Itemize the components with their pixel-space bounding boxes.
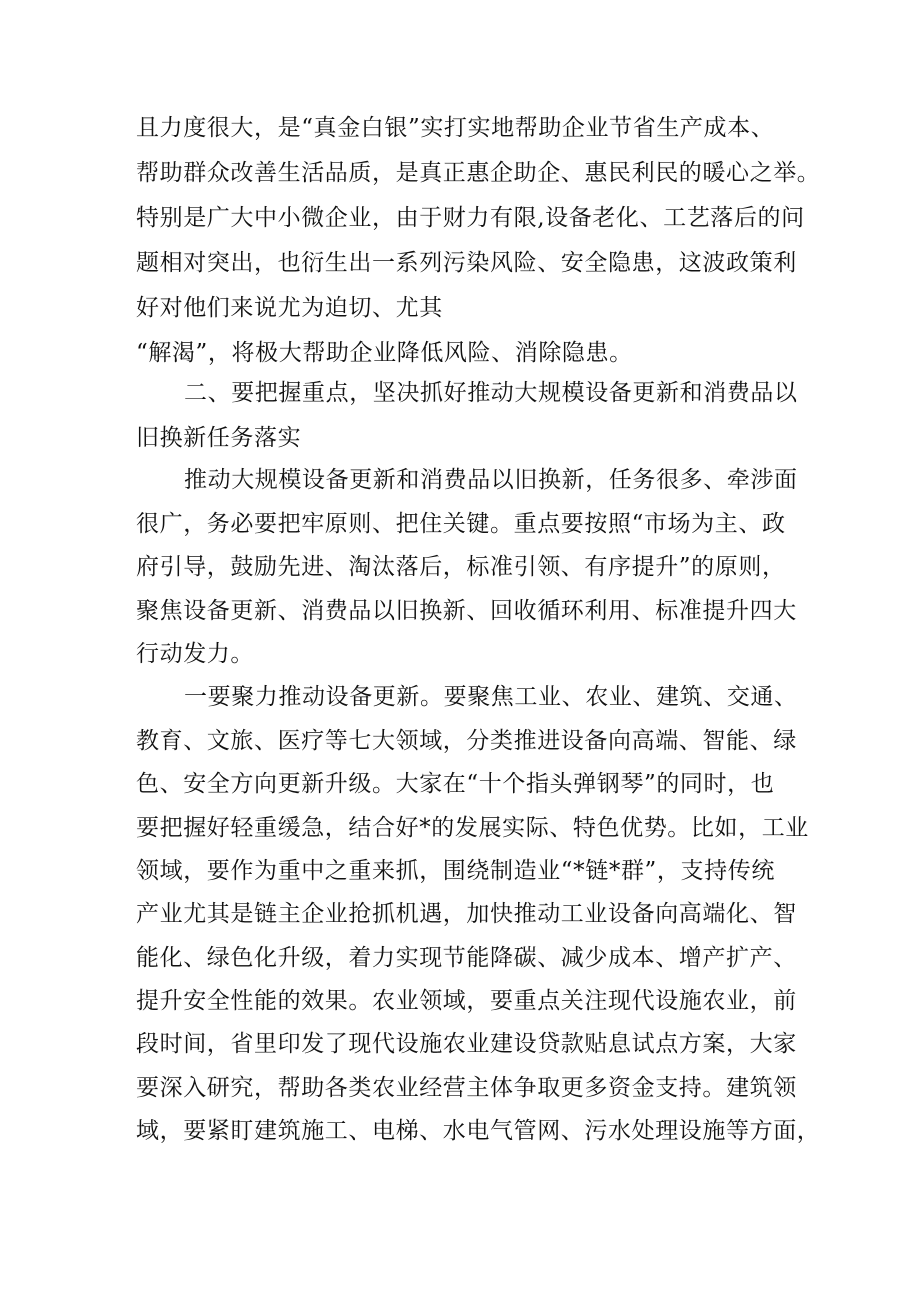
paragraph-start: 推动大规模设备更新和消费品以旧换新，任务很多、牵涉面	[184, 467, 798, 493]
body-line: 很广，务必要把牢原则、把住关键。重点要按照“市场为主、政	[136, 511, 786, 537]
body-line: 能化、绿色化升级，着力实现节能降碳、减少成本、增产扩产、	[136, 945, 797, 971]
body-line: 题相对突出，也衍生出一系列污染风险、安全隐患，这波政策利	[136, 250, 797, 276]
body-line: 色、安全方向更新升级。大家在“十个指头弹钢琴”的同时，也	[136, 771, 775, 797]
body-line: 教育、文旅、医疗等七大领域，分类推进设备向高端、智能、绿	[136, 728, 797, 754]
body-line: 段时间，省里印发了现代设施农业建设贷款贴息试点方案，大家	[136, 1031, 797, 1057]
body-line: 领域，要作为重中之重来抓，围绕制造业“*链*群”，支持传统	[136, 858, 775, 884]
body-line: 帮助群众改善生活品质，是真正惠企助企、惠民利民的暖心之举。	[136, 160, 821, 186]
body-line: 域，要紧盯建筑施工、电梯、水电气管网、污水处理设施等方面，	[136, 1118, 821, 1144]
body-line: 府引导，鼓励先进、淘汰落后，标准引领、有序提升”的原则，	[136, 554, 786, 580]
body-line: 要深入研究，帮助各类农业经营主体争取更多资金支持。建筑领	[136, 1075, 797, 1101]
body-line: 特别是广大中小微企业，由于财力有限,设备老化、工艺落后的问	[136, 205, 805, 231]
body-line: 要把握好轻重缓急，结合好*的发展实际、特色优势。比如，工业	[136, 815, 809, 841]
body-line: 行动发力。	[136, 641, 254, 667]
body-line: 好对他们来说尤为迫切、尤其	[136, 295, 443, 321]
section-heading: 二、要把握重点，坚决抓好推动大规模设备更新和消费品以	[184, 380, 798, 406]
body-line: 产业尤其是链主企业抢抓机遇，加快推动工业设备向高端化、智	[136, 901, 797, 927]
body-line: “解渴”，将极大帮助企业降低风险、消除隐患。	[136, 340, 633, 366]
section-heading-continued: 旧换新任务落实	[136, 425, 302, 451]
body-line: 聚焦设备更新、消费品以旧换新、回收循环利用、标准提升四大	[136, 598, 797, 624]
body-line: 且力度很大，是“真金白银”实打实地帮助企业节省生产成本、	[136, 115, 775, 141]
body-line: 提升安全性能的效果。农业领域，要重点关注现代设施农业，前	[136, 988, 797, 1014]
paragraph-start: 一要聚力推动设备更新。要聚焦工业、农业、建筑、交通、	[184, 684, 798, 710]
